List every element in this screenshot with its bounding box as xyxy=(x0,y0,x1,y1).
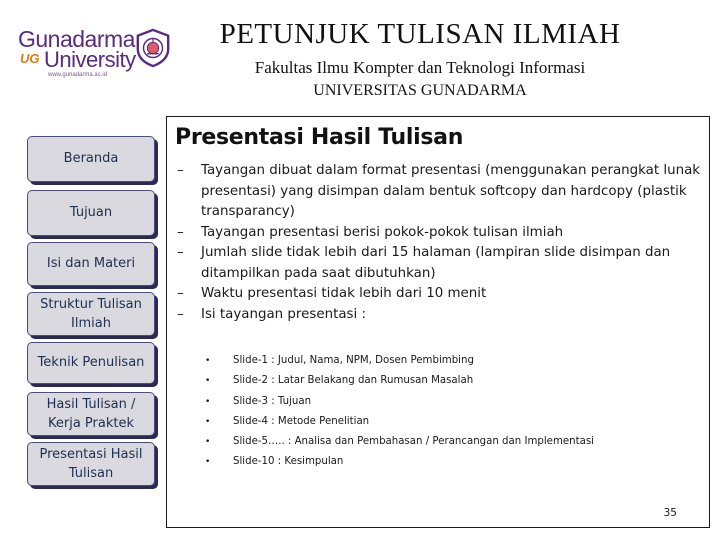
sub-list-item xyxy=(205,351,685,371)
list-item xyxy=(173,161,703,223)
slide-outline-list xyxy=(205,351,685,473)
content-panel xyxy=(166,116,710,528)
sub-list-item xyxy=(205,412,685,432)
university-seal-icon xyxy=(134,28,172,68)
nav-button-beranda[interactable] xyxy=(27,136,155,182)
sub-list-item-text: Slide-10 : Kesimpulan xyxy=(233,456,344,468)
nav-button-label: Hasil Tulisan / Kerja Praktek xyxy=(46,396,136,431)
nav-button-hasil-tulisan[interactable] xyxy=(27,392,155,436)
section-heading: Presentasi Hasil Tulisan xyxy=(175,125,464,150)
list-item-text: Isi tayangan presentasi : xyxy=(201,306,366,322)
nav-button-label: Struktur Tulisan Ilmiah xyxy=(40,296,142,331)
sub-list-item xyxy=(205,432,685,452)
faculty-subtitle: Fakultas Ilmu Kompter dan Teknologi Informasi xyxy=(254,58,586,77)
nav-button-isi-dan-materi[interactable] xyxy=(27,242,155,286)
sub-list-item xyxy=(205,452,685,472)
list-item xyxy=(173,223,703,244)
dash-marker: – xyxy=(177,224,184,240)
nav-button-tujuan[interactable] xyxy=(27,190,155,236)
nav-button-label: Teknik Penulisan xyxy=(37,355,145,371)
list-item-text: Jumlah slide tidak lebih dari 15 halaman (lampiran slide disimpan dan ditampilkan pada saat dibutuhkan) xyxy=(201,245,671,281)
institution-name: UNIVERSITAS GUNADARMA xyxy=(313,82,527,99)
dash-marker: – xyxy=(177,163,184,178)
nav-button-label: Beranda xyxy=(63,151,119,167)
nav-button-presentasi-hasil-tulisan[interactable] xyxy=(27,442,155,486)
bullet-marker: • xyxy=(205,437,211,448)
bullet-marker: • xyxy=(205,396,211,407)
logo-brand-bottom: University xyxy=(44,47,136,72)
nav-button-label: Tujuan xyxy=(69,205,113,221)
sub-list-item-text: Slide-3 : Tujuan xyxy=(233,395,312,407)
page-number: 35 xyxy=(663,507,677,519)
sub-list-item-text: Slide-2 : Latar Belakang dan Rumusan Masalah xyxy=(233,375,474,387)
nav-button-teknik-penulisan[interactable] xyxy=(27,342,155,384)
logo-url: www.gunadarma.ac.id xyxy=(48,72,108,78)
sub-list-item xyxy=(205,392,685,412)
dash-marker: – xyxy=(177,245,184,260)
nav-button-label: Isi dan Materi xyxy=(46,256,136,272)
bullet-marker: • xyxy=(205,356,211,366)
sub-list-item-text: Slide-1 : Judul, Nama, NPM, Dosen Pembimbing xyxy=(233,355,474,366)
main-point-list xyxy=(173,161,703,325)
list-item xyxy=(173,243,703,284)
sub-list-item xyxy=(205,371,685,391)
sub-list-item-text: Slide-4 : Metode Penelitian xyxy=(233,415,370,427)
page-title: PETUNJUK TULISAN ILMIAH xyxy=(219,18,621,50)
dash-marker: – xyxy=(177,286,184,301)
list-item-text: Tayangan presentasi berisi pokok-pokok tulisan ilmiah xyxy=(201,224,564,240)
list-item-text: Tayangan dibuat dalam format presentasi (menggunakan perangkat lunak presentasi) yang disimpan dalam bentuk softcopy dan hardcopy (plastik transparancy) xyxy=(201,163,701,219)
bullet-marker: • xyxy=(205,416,211,427)
bullet-marker: • xyxy=(205,457,211,468)
nav-button-label: Presentasi Hasil Tulisan xyxy=(39,446,143,481)
list-item xyxy=(173,305,703,326)
list-item xyxy=(173,284,703,305)
sub-list-item-text: Slide-5….. : Analisa dan Pembahasan / Perancangan dan Implementasi xyxy=(233,436,594,448)
nav-button-struktur-tulisan-ilmiah[interactable] xyxy=(27,292,155,336)
bullet-marker: • xyxy=(205,376,211,387)
logo-brand-top: Gunadarma xyxy=(18,26,135,52)
gunadarma-logo xyxy=(14,22,174,82)
list-item-text: Waktu presentasi tidak lebih dari 10 menit xyxy=(201,286,487,301)
dash-marker: – xyxy=(177,306,184,322)
logo-brand-ug: UG xyxy=(20,51,40,66)
